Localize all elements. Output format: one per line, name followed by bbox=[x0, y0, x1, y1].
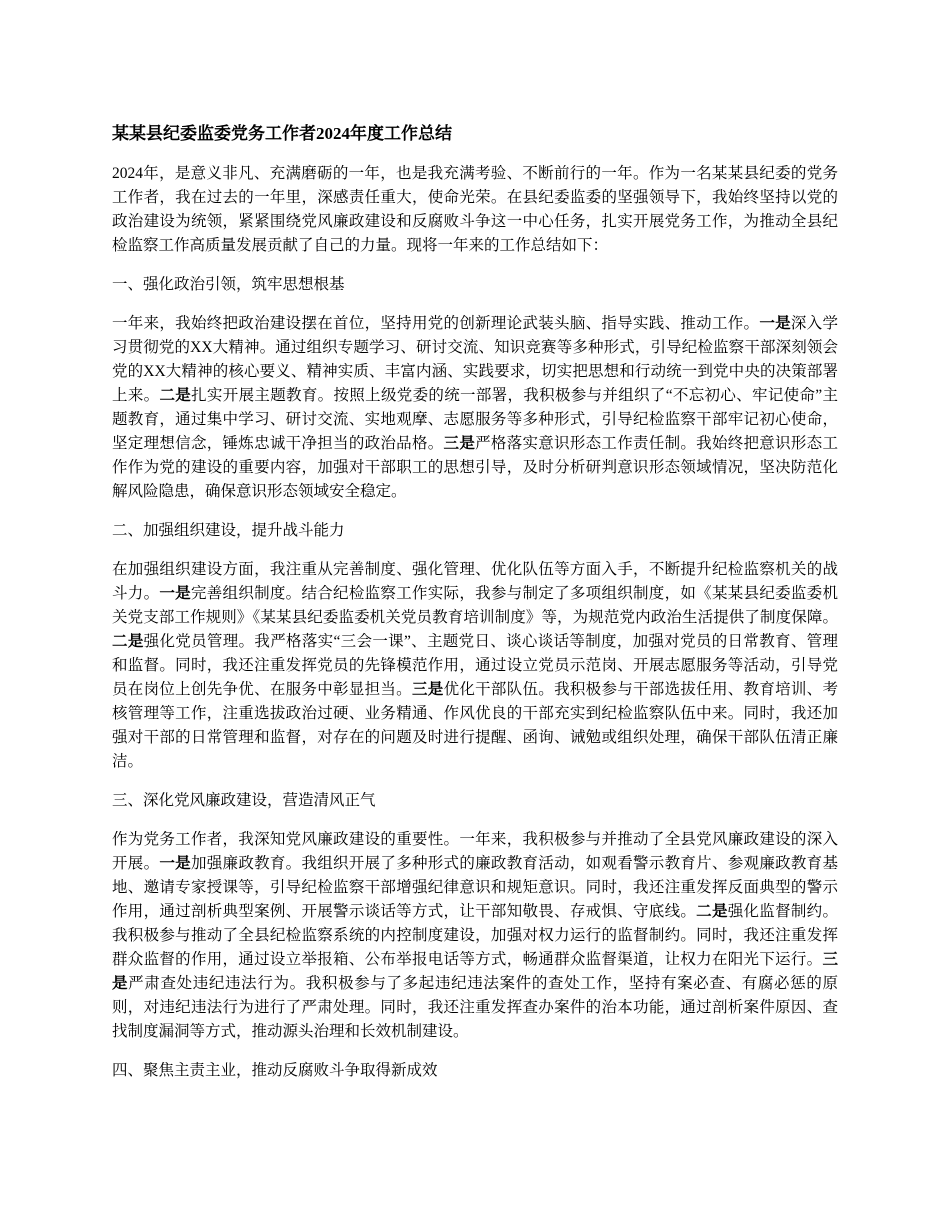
bold-marker: 三是 bbox=[112, 951, 838, 992]
bold-marker: 三是 bbox=[443, 435, 476, 452]
text-run: 2024年，是意义非凡、充满磨砺的一年，也是我充满考验、不断前行的一年。作为一名某某县纪委的党务工作者，我在过去的一年里，深感责任重大，使命光荣。在县纪委监委的坚强领导下，我始终坚持以党的政治建设为统领，紧紧围绕党风廉政建设和反腐败斗争这一中心任务，扎实开展党务工作，为推动全县纪检监察工作高质量发展贡献了自己的力量。现将一年来的工作总结如下： bbox=[112, 165, 838, 254]
text-run: 加强廉政教育。我组织开展了多种形式的廉政教育活动，如观看警示教育片、参观廉政教育基地、邀请专家授课等，引导纪检监察干部增强纪律意识和规矩意识。同时，我还注重发挥反面典型的警示作用，通过剖析典型案例、开展警示谈话等方式，让干部知敬畏、存戒惧、守底线。 bbox=[112, 855, 838, 920]
text-run: 作为党务工作者，我深知党风廉政建设的重要性。一年来，我积极参与并推动了全县党风廉政建设的深入开展。 bbox=[112, 831, 838, 872]
text-run: 深入学习贯彻党的XX大精神。通过组织专题学习、研讨交流、知识竞赛等多种形式，引导纪检监察干部深刻领会党的XX大精神的核心要义、精神实质、丰富内涵、实践要求，切实把思想和行动统一到党中央的决策部署上来。 bbox=[112, 315, 838, 404]
text-run: 强化党员管理。我严格落实“三会一课”、主题党日、谈心谈话等制度，加强对党员的日常教育、管理和监督。同时，我还注重发挥党员的先锋模范作用，通过设立党员示范岗、开展志愿服务等活动，引导党员在岗位上创先争优、在服务中彰显担当。 bbox=[112, 633, 838, 698]
bold-marker: 二是 bbox=[159, 387, 192, 404]
bold-marker: 二是 bbox=[112, 633, 144, 650]
bold-marker: 二是 bbox=[696, 903, 728, 920]
bold-marker: 一是 bbox=[759, 315, 791, 332]
text-run: 强化监督制约。我积极参与推动了全县纪检监察系统的内控制度建设，加强对权力运行的监督制约。同时，我还注重发挥群众监督的作用，通过设立举报箱、公布举报电话等方式，畅通群众监督渠道，让权力在阳光下运行。 bbox=[112, 903, 838, 968]
text-run: 严格落实意识形态工作责任制。我始终把意识形态工作作为党的建设的重要内容，加强对干部职工的思想引导，及时分析研判意识形态领域情况，坚决防范化解风险隐患，确保意识形态领域安全稳定。 bbox=[112, 435, 838, 500]
bold-marker: 一是 bbox=[159, 585, 191, 602]
paragraph bbox=[112, 162, 838, 258]
paragraph bbox=[112, 558, 838, 774]
document-title: 某某县纪委监委党务工作者2024年度工作总结 bbox=[112, 124, 452, 143]
document-body bbox=[112, 162, 838, 1083]
section-heading: 二、加强组织建设，提升战斗能力 bbox=[112, 522, 345, 539]
text-run: 扎实开展主题教育。按照上级党委的统一部署，我积极参与并组织了“不忘初心、牢记使命”主题教育，通过集中学习、研讨交流、实地观摩、志愿服务等多种形式，引导纪检监察干部牢记初心使命，坚定理想信念，锤炼忠诚干净担当的政治品格。 bbox=[112, 387, 838, 452]
section-heading: 四、聚焦主责主业，推动反腐败斗争取得新成效 bbox=[112, 1062, 438, 1079]
text-run: 严肃查处违纪违法行为。我积极参与了多起违纪违法案件的查处工作，坚持有案必查、有腐必惩的原则，对违纪违法行为进行了严肃处理。同时，我还注重发挥查办案件的治本功能，通过剖析案件原因、查找制度漏洞等方式，推动源头治理和长效机制建设。 bbox=[112, 975, 838, 1040]
bold-marker: 三是 bbox=[411, 681, 444, 698]
paragraph bbox=[112, 312, 838, 504]
bold-marker: 一是 bbox=[159, 855, 191, 872]
text-run: 一年来，我始终把政治建设摆在首位，坚持用党的创新理论武装头脑、指导实践、推动工作。 bbox=[112, 315, 760, 332]
section-heading: 一、强化政治引领，筑牢思想根基 bbox=[112, 276, 345, 293]
text-run: 完善组织制度。结合纪检监察工作实际，我参与制定了多项组织制度，如《某某县纪委监委机关党支部工作规则》《某某县纪委监委机关党员教育培训制度》等，为规范党内政治生活提供了制度保障。 bbox=[112, 585, 838, 626]
text-run: 优化干部队伍。我积极参与干部选拔任用、教育培训、考核管理等工作，注重选拔政治过硬、业务精通、作风优良的干部充实到纪检监察队伍中来。同时，我还加强对干部的日常管理和监督，对存在的问题及时进行提醒、函询、诫勉或组织处理，确保干部队伍清正廉洁。 bbox=[112, 681, 838, 770]
paragraph bbox=[112, 828, 838, 1044]
text-run: 在加强组织建设方面，我注重从完善制度、强化管理、优化队伍等方面入手，不断提升纪检监察机关的战斗力。 bbox=[112, 561, 838, 602]
section-heading: 三、深化党风廉政建设，营造清风正气 bbox=[112, 792, 376, 809]
